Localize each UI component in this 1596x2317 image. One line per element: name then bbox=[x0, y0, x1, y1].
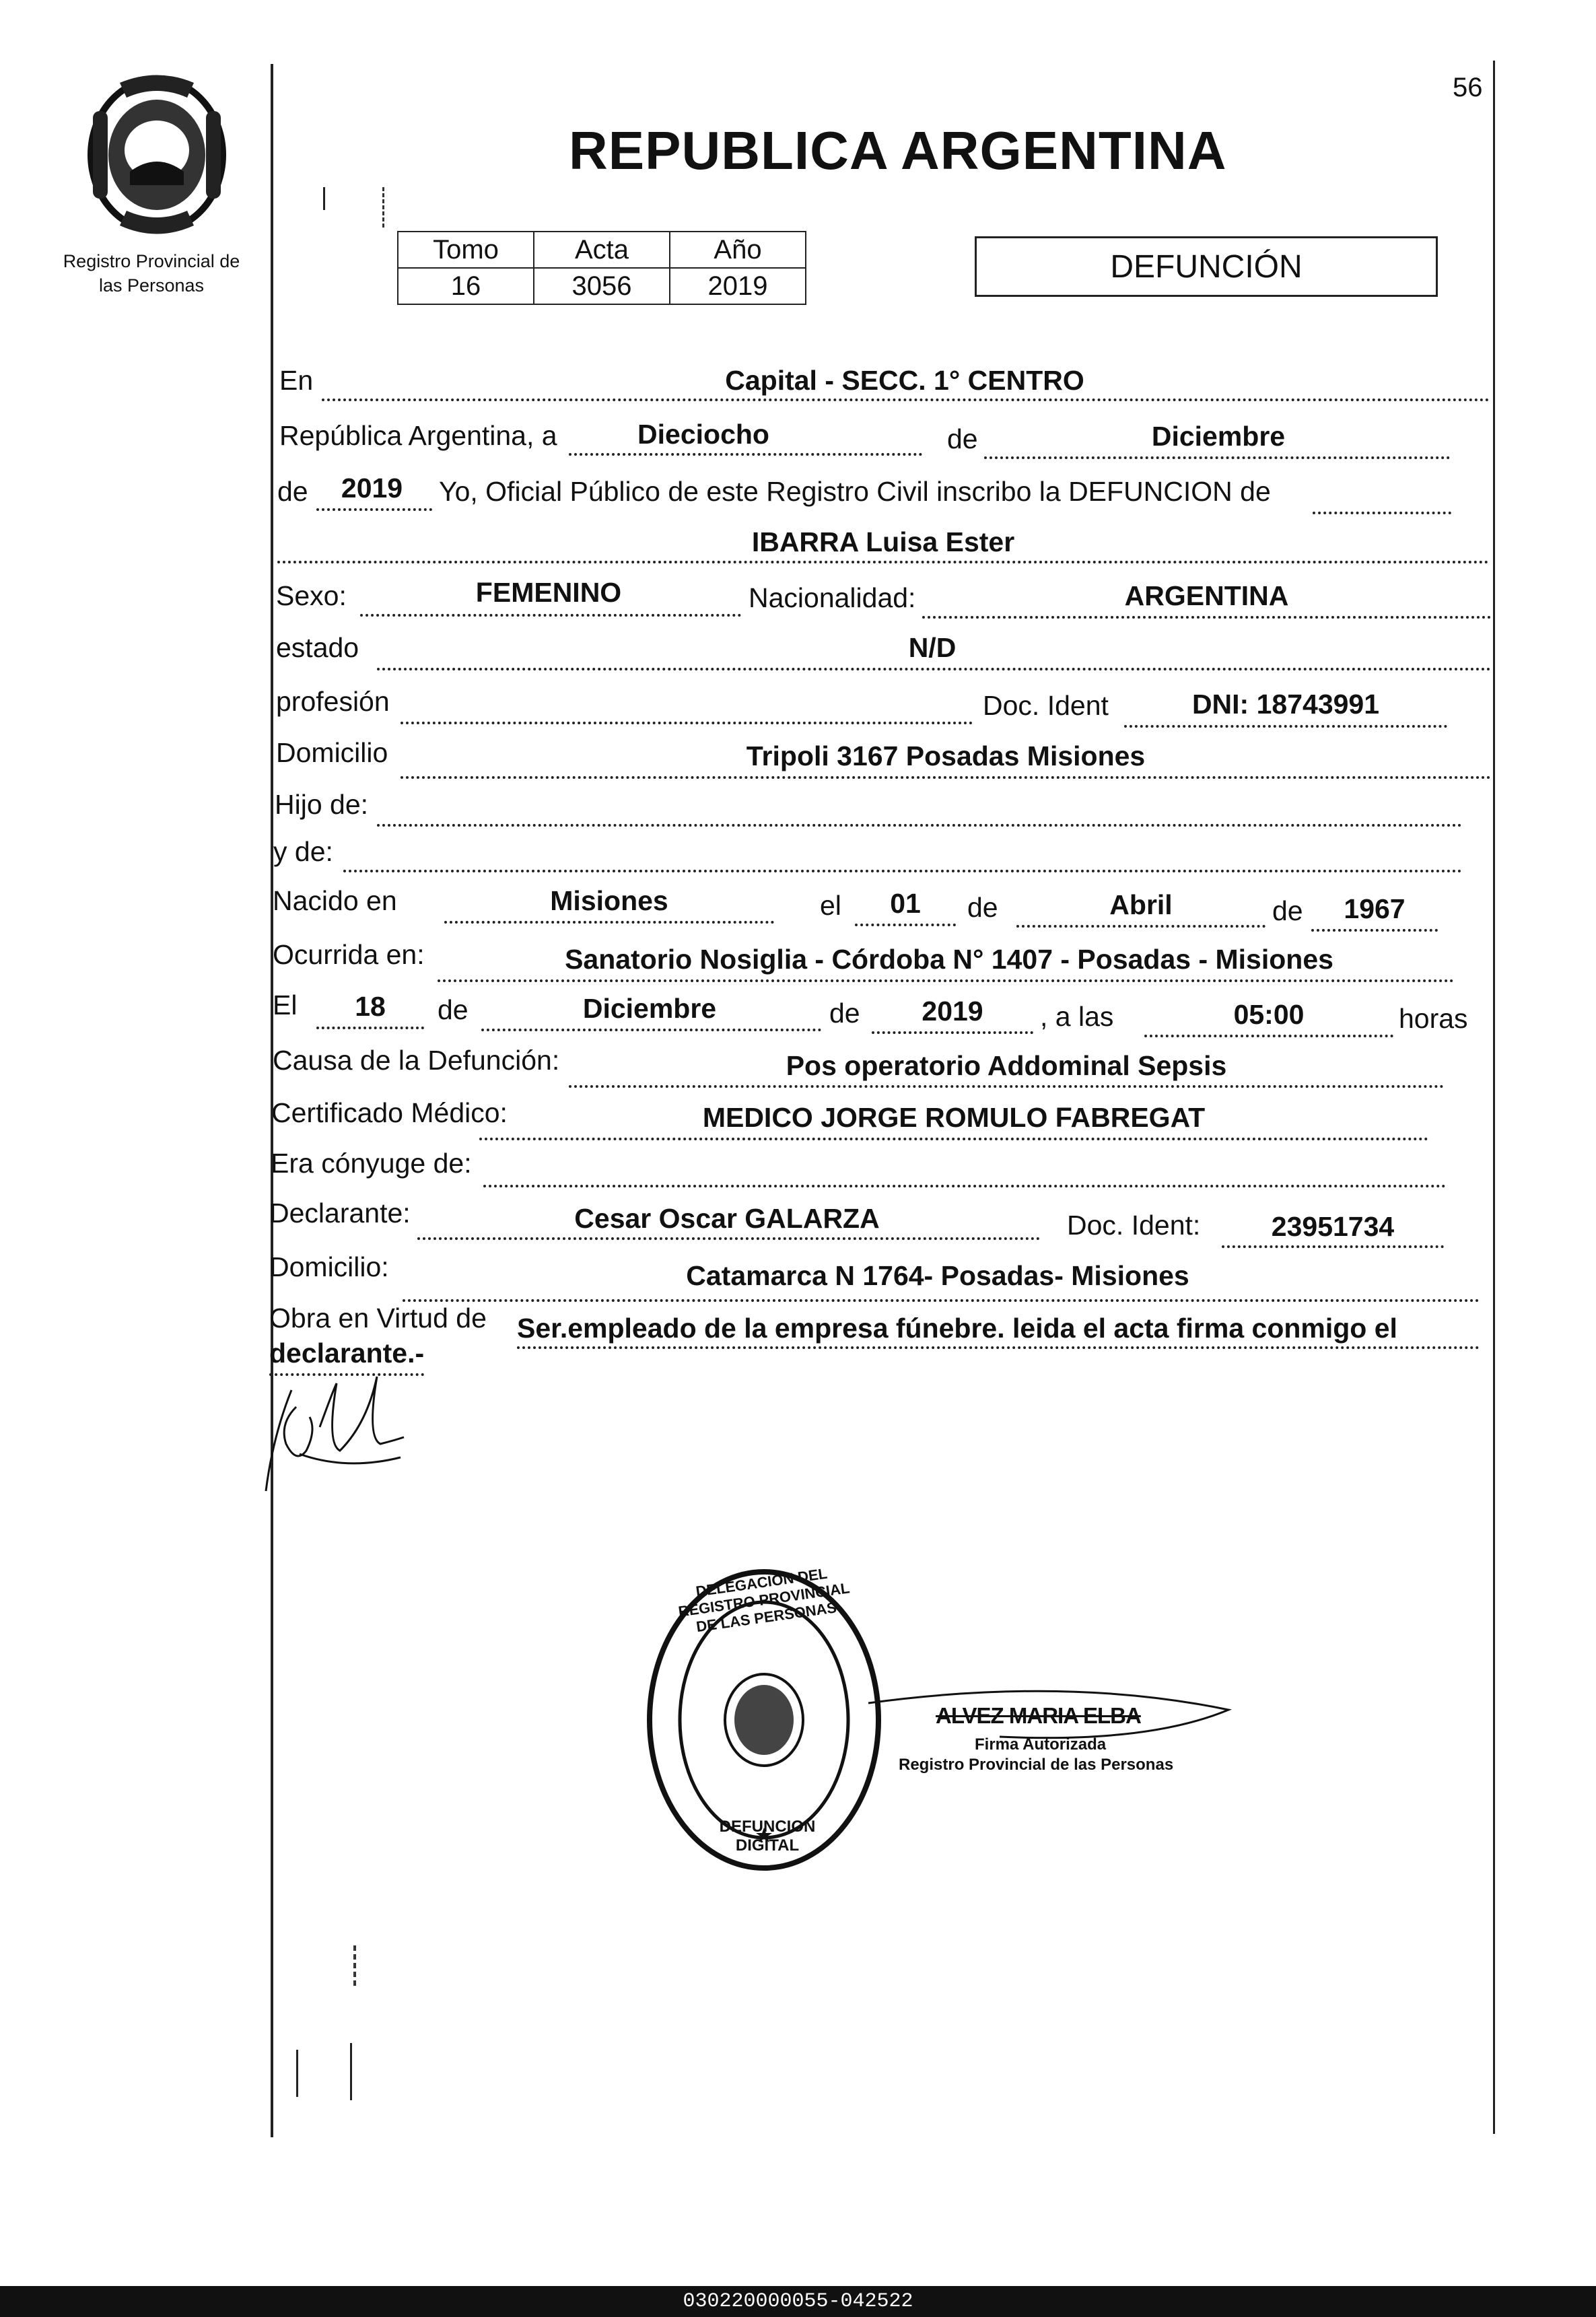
official-role: Firma Autorizada bbox=[975, 1735, 1107, 1754]
dotted-line bbox=[401, 722, 973, 724]
place-value: Capital - SECC. 1° CENTRO bbox=[725, 365, 1084, 396]
tick-mark bbox=[296, 2050, 298, 2097]
dotted-line bbox=[277, 561, 1489, 563]
nacido-label: Nacido en bbox=[273, 885, 397, 916]
tick-mark bbox=[323, 187, 325, 210]
dotted-line bbox=[517, 1346, 1480, 1349]
dotted-line bbox=[316, 508, 432, 511]
document-title: REPUBLICA ARGENTINA bbox=[569, 120, 1227, 180]
declarante-value: Cesar Oscar GALARZA bbox=[574, 1203, 880, 1234]
dotted-line bbox=[1016, 925, 1265, 928]
death-time: 05:00 bbox=[1233, 999, 1305, 1030]
year-value: 2019 bbox=[341, 473, 403, 504]
anio-value: 2019 bbox=[670, 268, 806, 304]
dotted-line bbox=[569, 1085, 1444, 1088]
stamp-inner-text: DEFUNCION DIGITAL bbox=[719, 1818, 816, 1855]
obra-value-continued: declarante.- bbox=[269, 1338, 425, 1369]
official-name: ALVEZ MARIA ELBA bbox=[936, 1703, 1141, 1728]
declarante-label: Declarante: bbox=[269, 1198, 411, 1229]
official-org: Registro Provincial de las Personas bbox=[899, 1756, 1174, 1774]
dotted-line bbox=[1311, 929, 1438, 932]
doc-ident-value: DNI: 18743991 bbox=[1191, 689, 1380, 720]
dotted-line bbox=[922, 616, 1491, 619]
ocurrida-label: Ocurrida en: bbox=[273, 939, 425, 970]
tick-mark bbox=[382, 187, 384, 228]
officer-signature bbox=[259, 1363, 407, 1498]
dotted-line bbox=[377, 668, 1491, 670]
republica-label: República Argentina, a bbox=[279, 420, 557, 451]
registry-name bbox=[47, 249, 256, 298]
dotted-line bbox=[481, 1029, 821, 1031]
doc-ident-label: Doc. Ident: bbox=[1067, 1210, 1201, 1241]
dotted-line bbox=[316, 1027, 424, 1029]
tick-mark bbox=[350, 2043, 352, 2100]
day-text: Dieciocho bbox=[637, 419, 769, 450]
declarante-doc-value: 23951734 bbox=[1271, 1211, 1395, 1242]
dotted-line bbox=[569, 453, 922, 456]
obra-value: Ser.empleado de la empresa fúnebre. leida el acta firma conmigo el bbox=[517, 1313, 1397, 1344]
declarante-domicilio-value: Catamarca N 1764- Posadas- Misiones bbox=[686, 1260, 1189, 1291]
oficial-text: Yo, Oficial Público de este Registro Civil inscribo la DEFUNCION de bbox=[439, 476, 1271, 507]
de-label: de bbox=[829, 998, 860, 1029]
dotted-line bbox=[1124, 725, 1447, 728]
dotted-line bbox=[343, 870, 1462, 872]
de-label: de bbox=[438, 994, 469, 1025]
de-label: de bbox=[947, 423, 978, 454]
hijo-label: Hijo de: bbox=[275, 789, 369, 820]
a-las-label: , a las bbox=[1040, 1001, 1114, 1032]
dotted-line bbox=[483, 1185, 1446, 1187]
domicilio-label: Domicilio bbox=[276, 737, 388, 768]
el-label: el bbox=[820, 890, 841, 921]
stamp-ring-text: DELEGACION DEL REGISTRO PROVINCIAL DE LAS PERSONAS bbox=[677, 1564, 851, 1636]
death-year: 2019 bbox=[922, 996, 983, 1027]
dotted-line bbox=[1144, 1035, 1393, 1037]
registry-line-2: las Personas bbox=[98, 275, 205, 296]
horas-label: horas bbox=[1399, 1003, 1468, 1034]
dotted-line bbox=[1313, 512, 1451, 514]
sexo-label: Sexo: bbox=[276, 580, 347, 611]
right-margin-line bbox=[1493, 61, 1495, 2134]
certificado-label: Certificado Médico: bbox=[271, 1097, 508, 1128]
nacionalidad-value: ARGENTINA bbox=[1124, 580, 1289, 611]
causa-label: Causa de la Defunción: bbox=[273, 1045, 560, 1076]
estado-label: estado bbox=[276, 632, 359, 663]
provincial-emblem bbox=[79, 71, 234, 239]
obra-label: Obra en Virtud de bbox=[269, 1303, 487, 1334]
anio-header: Año bbox=[670, 232, 806, 268]
dotted-line bbox=[984, 456, 1450, 459]
birth-day: 01 bbox=[890, 888, 921, 919]
acta-header: Acta bbox=[534, 232, 670, 268]
profesion-label: profesión bbox=[276, 686, 390, 717]
domicilio-value: Tripoli 3167 Posadas Misiones bbox=[746, 740, 1146, 771]
dotted-line bbox=[438, 979, 1454, 982]
sexo-value: FEMENINO bbox=[475, 577, 622, 608]
dotted-line bbox=[872, 1031, 1033, 1034]
dotted-line bbox=[479, 1138, 1428, 1140]
dotted-line bbox=[1222, 1245, 1444, 1248]
death-month: Diciembre bbox=[582, 993, 717, 1024]
causa-value: Pos operatorio Addominal Sepsis bbox=[786, 1050, 1227, 1081]
barcode-text: 030220000055-042522 bbox=[683, 2290, 913, 2313]
dotted-line bbox=[417, 1237, 1040, 1240]
dotted-line bbox=[855, 924, 956, 926]
y-de-label: y de: bbox=[273, 836, 333, 867]
birth-month: Abril bbox=[1109, 889, 1173, 920]
dotted-line bbox=[322, 399, 1490, 401]
dotted-line bbox=[360, 614, 741, 617]
registry-line-1: Registro Provincial de bbox=[63, 251, 240, 271]
de-label: de bbox=[1272, 895, 1303, 926]
domicilio-label: Domicilio: bbox=[269, 1251, 389, 1282]
de-label: de bbox=[277, 476, 308, 507]
estado-value: N/D bbox=[908, 632, 957, 663]
record-type-box: DEFUNCIÓN bbox=[975, 236, 1438, 297]
de-label: de bbox=[967, 892, 998, 923]
deceased-name: IBARRA Luisa Ester bbox=[751, 526, 1015, 557]
dotted-line bbox=[444, 921, 774, 924]
nacionalidad-label: Nacionalidad: bbox=[749, 582, 916, 613]
tomo-value: 16 bbox=[398, 268, 534, 304]
birth-year: 1967 bbox=[1344, 893, 1406, 924]
certificado-value: MEDICO JORGE ROMULO FABREGAT bbox=[702, 1102, 1206, 1133]
en-label: En bbox=[279, 365, 314, 396]
dotted-line bbox=[377, 824, 1462, 827]
dotted-line bbox=[403, 1299, 1480, 1302]
acta-value: 3056 bbox=[534, 268, 670, 304]
el-label: El bbox=[273, 990, 298, 1021]
barcode-strip bbox=[0, 2286, 1596, 2317]
month-text: Diciembre bbox=[1151, 421, 1286, 452]
nacido-value: Misiones bbox=[550, 885, 668, 916]
doc-ident-label: Doc. Ident bbox=[983, 690, 1109, 721]
death-day: 18 bbox=[355, 991, 386, 1022]
page-number: 56 bbox=[1453, 73, 1483, 102]
tomo-header: Tomo bbox=[398, 232, 534, 268]
reference-table bbox=[397, 231, 806, 305]
conyuge-label: Era cónyuge de: bbox=[271, 1148, 472, 1179]
ocurrida-value: Sanatorio Nosiglia - Córdoba N° 1407 - Posadas - Misiones bbox=[565, 944, 1333, 975]
dotted-line bbox=[401, 776, 1491, 779]
tick-mark bbox=[353, 1945, 356, 1986]
